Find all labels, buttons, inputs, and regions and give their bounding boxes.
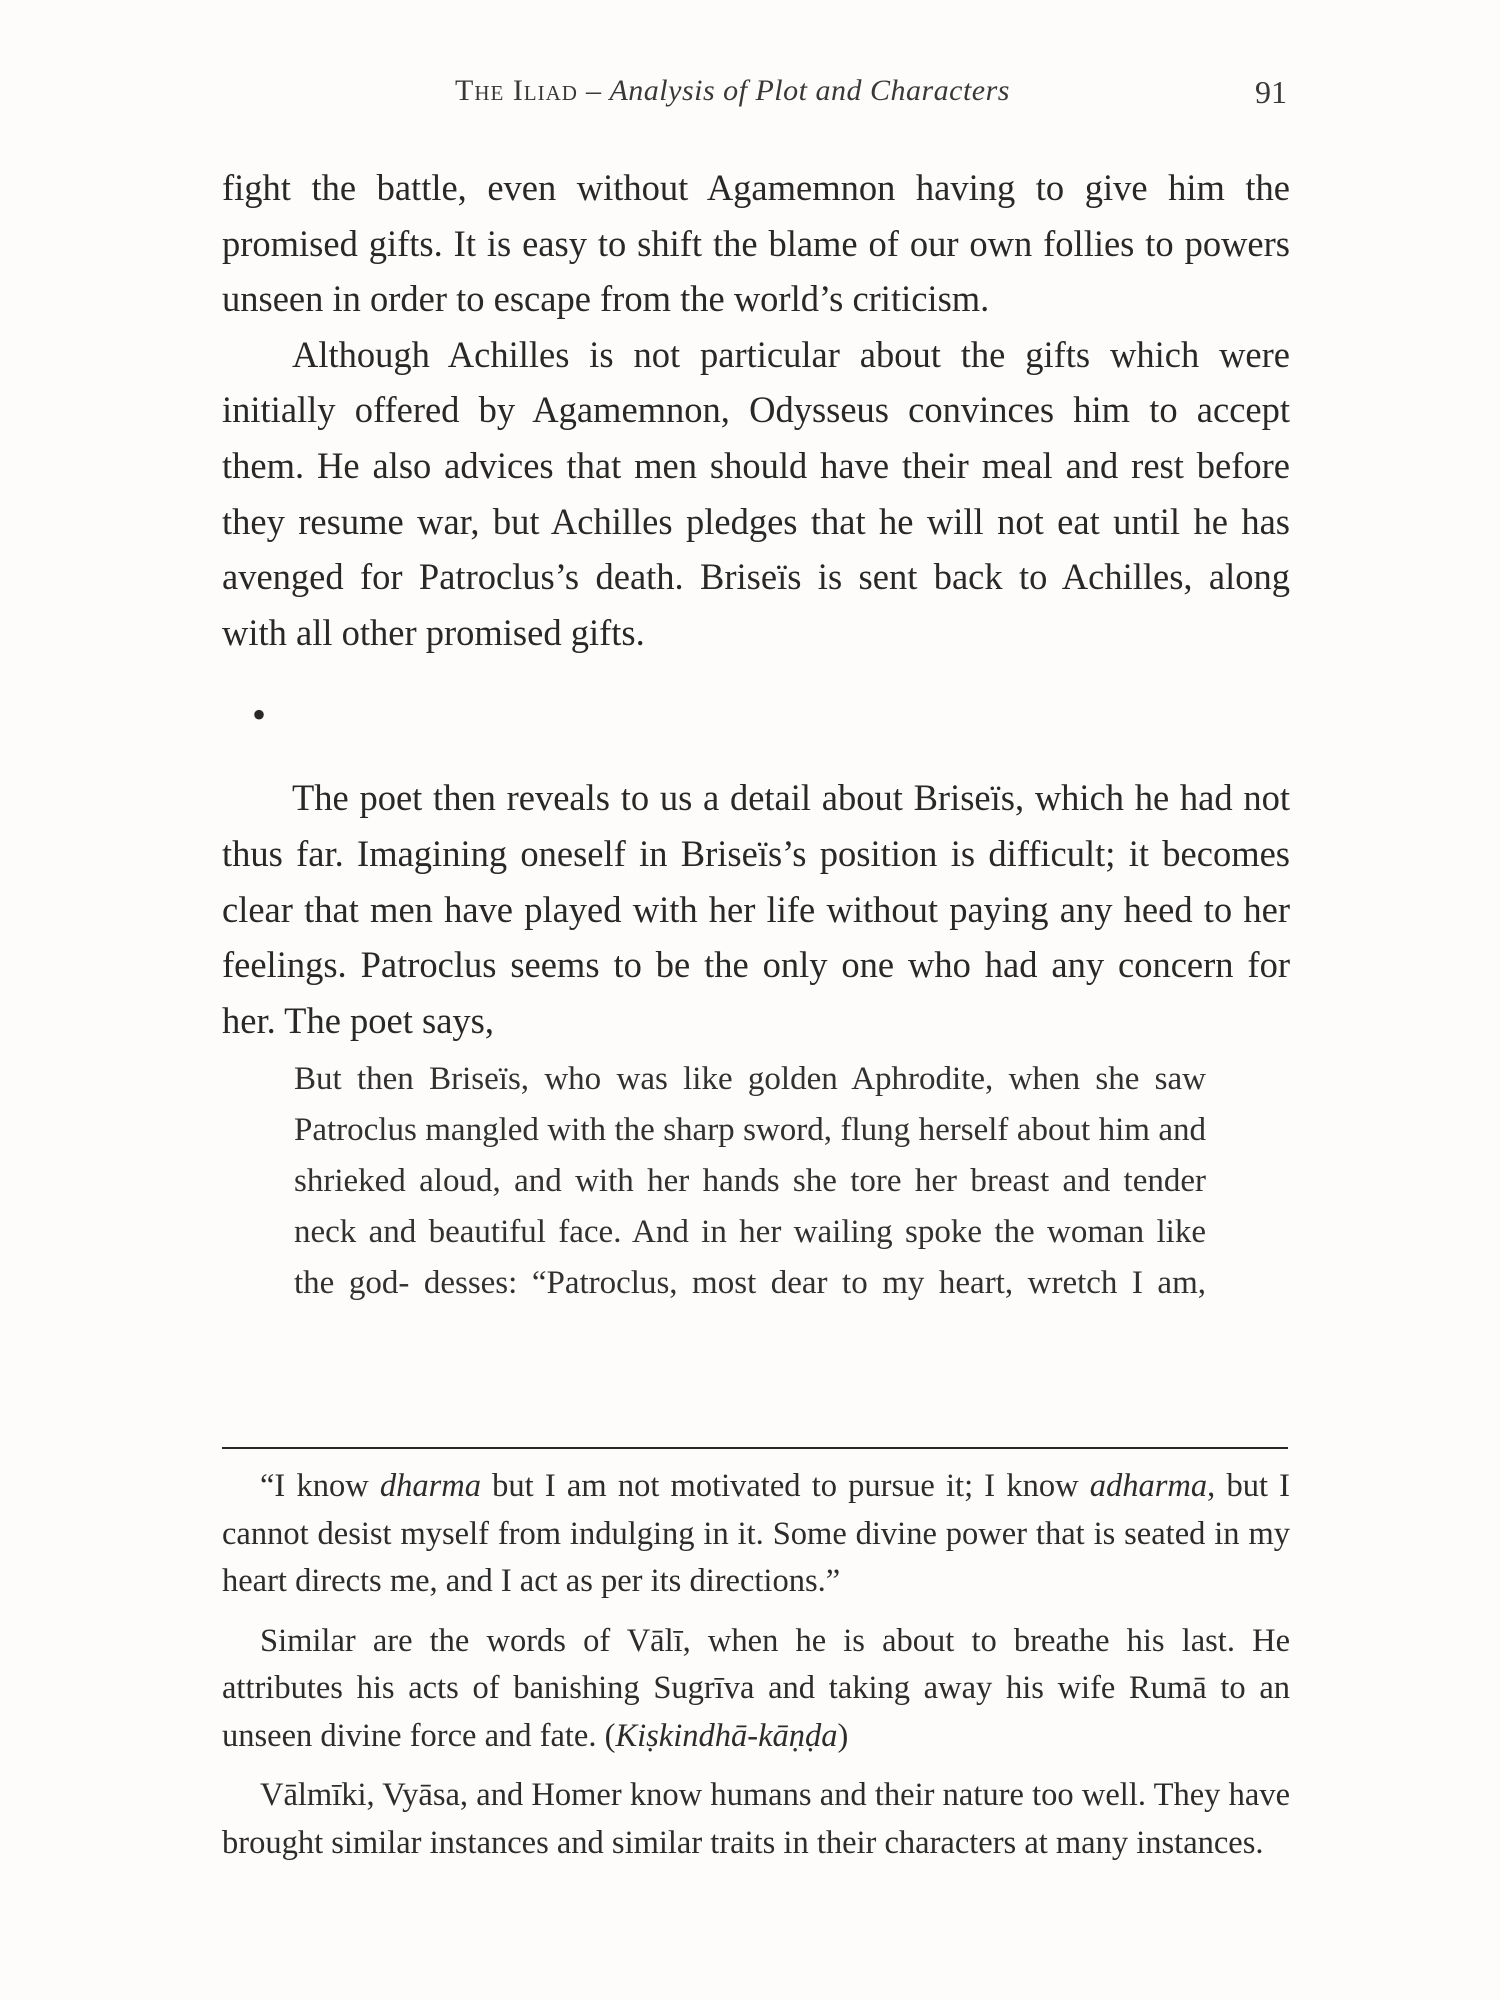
footnote-text: , but I cannot desist myself from indulging in it. Some divine power that is seated in my heart directs me, and I act as per its directions.”	[222, 1468, 1290, 1599]
running-head	[0, 74, 1300, 124]
paragraph-achilles-gifts: Although Achilles is not particular about the gifts which were initially offered by Agamemnon, Odysseus convinces him to accept them. He also advices that men should have their meal and rest before they resume war, but Achilles pledges that he will not eat until he has avenged for Patroclus’s death. Briseïs is sent back to Achilles, along with all other promised gifts.	[222, 333, 1290, 653]
footnote-area	[222, 1463, 1290, 1879]
running-title-subtitle: Analysis of Plot and Characters	[609, 74, 1010, 107]
footnote-paragraph-vali	[222, 1618, 1290, 1761]
main-text	[222, 160, 1290, 1309]
section-break: •	[252, 692, 267, 738]
page-number: 91	[1255, 74, 1287, 110]
footnote-paragraph-valmiki: Vālmīki, Vyāsa, and Homer know humans and their nature too well. They have brought similar instances and similar traits in their characters at many instances.	[222, 1777, 1290, 1861]
footnote-text: )	[837, 1717, 849, 1754]
running-title-dash: –	[577, 74, 610, 107]
paragraph-continued: fight the battle, even without Agamemnon having to give him the promised gifts. It is easy to shift the blame of our own follies to powers unseen in order to escape from the world’s criticism.	[222, 167, 1290, 320]
reference-kiskindha-kanda: Kiṣkindhā-kāṇḍa	[615, 1717, 838, 1754]
footnote-rule	[222, 1447, 1288, 1449]
term-adharma: adharma	[1089, 1468, 1208, 1504]
running-title	[455, 74, 1010, 108]
footnote-text: “I know	[260, 1468, 380, 1504]
paragraph-briseis: The poet then reveals to us a detail about Briseïs, which he had not thus far. Imagining oneself in Briseïs’s position is difficult; it becomes clear that men have played with her life without paying any heed to her feelings. Patroclus seems to be the only one who had any concern for her. The poet says,	[222, 777, 1290, 1041]
footnote-text: but I am not motivated to pursue it; I know	[480, 1468, 1090, 1504]
block-quote-iliad: But then Briseïs, who was like golden Aphrodite, when she saw Patroclus mangled with the sharp sword, flung herself about him and shrieked aloud, and with her hands she tore her breast and tender neck and beautiful face. And in her wailing spoke the woman like the god- desses: “Patroclus, most dear to my heart, wretch I am,	[294, 1061, 1206, 1302]
running-title-book: The Iliad	[455, 74, 578, 107]
footnote-text: Similar are the words of Vālī, when he is about to breathe his last. He attributes his acts of banishing Sugrīva and taking away his wife Rumā to an unseen divine force and fate. (	[222, 1622, 1290, 1754]
footnote-paragraph-dharma	[222, 1463, 1290, 1606]
term-dharma: dharma	[379, 1468, 481, 1504]
